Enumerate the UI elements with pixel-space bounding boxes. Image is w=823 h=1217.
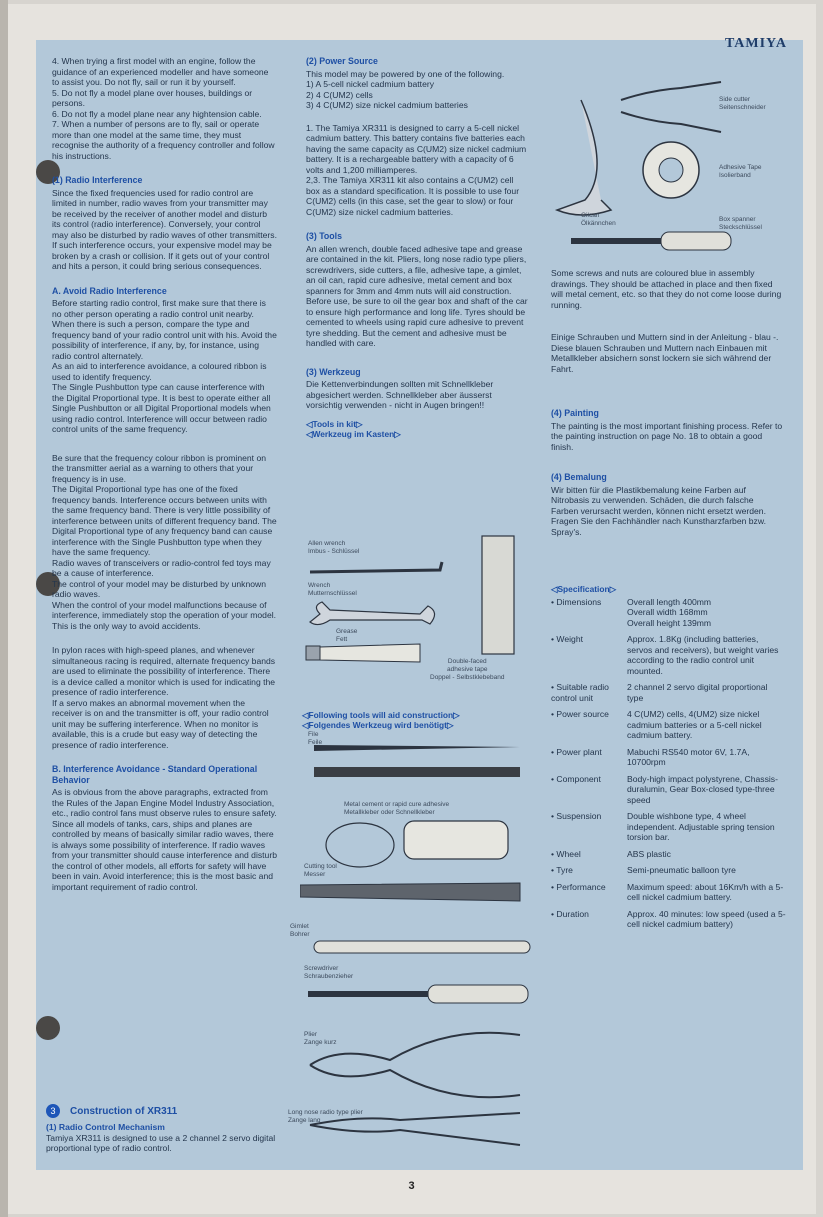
paragraph: The Digital Proportional type has one of the fixed frequency bands. Interference occurs between units with the same frequency band. There is very little possibility of interference between units of different frequency band. The Digital Proportional type of any frequency band can cause interference with the Single Pushbutton type when they have the same frequency.	[52, 484, 277, 557]
plier-icon	[310, 1033, 520, 1097]
flat-file-icon	[314, 767, 520, 777]
tool-label: Gimlet Bohrer	[290, 923, 310, 938]
tools-in-kit-label-de: Werkzeug im Kasten	[312, 429, 395, 439]
rule-item: 4. When trying a first model with an engine, follow the guidance of an experienced modeller and have someone to assist you. Do not fly, sail or run it by yourself.	[52, 56, 269, 87]
paragraph: When the control of your model malfunctions because of interference, immediately stop the operation of your model. This is the only way to avoid accidents.	[52, 599, 277, 631]
spec-value: 4 C(UM2) cells, 4(UM2) size nickel cadmium batteries or a 5-cell nickel cadmium battery.	[627, 709, 762, 740]
section-heading: (1) Radio Interference	[52, 175, 143, 185]
section-heading: (4) Bemalung	[551, 472, 607, 482]
list-item: 2) 4 C(UM2) cells	[306, 89, 373, 100]
spec-row	[551, 849, 786, 860]
tool-label: Box spanner Steckschlüssel	[719, 216, 762, 231]
spec-value: Maximum speed: about 16Km/h with a 5-cell nickel cadmium battery.	[627, 881, 784, 902]
tool-label: Side cutter Seitenschneider	[719, 96, 766, 111]
paragraph: The painting is the most important finishing process. Refer to the painting instruction on page No. 18 to obtain a good finish.	[551, 420, 783, 452]
paragraph: The Single Pushbutton type can cause interference with the Digital Proportional type. It is best to operate either all Single Pushbutton or all Digital Proportional models when using radio control. Interference will occur between radio control units of the same frequency.	[52, 382, 271, 434]
section-heading: (2) Power Source	[306, 56, 378, 66]
column-left	[52, 56, 277, 900]
column-middle	[306, 56, 528, 440]
spec-value: Body-high impact polystyrene, Chassis-duralumin, Gear Box-closed type-three speed	[627, 773, 778, 805]
tool-label: Plier Zange kurz	[304, 1031, 337, 1046]
tool-label: Screwdriver Schraubenzieher	[304, 965, 354, 980]
spec-label: • Wheel	[551, 849, 627, 860]
tools-in-kit-illustration	[300, 532, 535, 692]
cement-bottle-icon	[404, 821, 508, 859]
spec-value: Semi-pneumatic balloon tyre	[627, 865, 736, 875]
spec-row	[551, 634, 786, 676]
list-item: 1) A 5-cell nickel cadmium battery	[306, 79, 435, 89]
following-tools-label-de: Folgendes Werkzeug wird benötigt	[308, 720, 447, 730]
paragraph: As is obvious from the above paragraphs, extracted from the Rules of the Japan Engine Model Industry Association, etc., radio control fans must observe rules to ensure safety. Since all models of tanks, cars, ships and planes are controlled by means of basically similar radio waves, there is always some possibility of interference. If radio waves from your transmitter should cause interference and disturb the control of other models, all efforts for safety will have been in vain. Avoid interference; this is the most basic and important requirement of radio control.	[52, 787, 277, 892]
spec-value: Approx. 1.8Kg (including batteries, servos and receivers), but weight varies according to the radio control unit mounted.	[627, 634, 779, 676]
spec-row	[551, 597, 786, 629]
grease-tube-icon	[320, 644, 420, 662]
spec-row	[551, 747, 786, 768]
spec-value: ABS plastic	[627, 848, 671, 859]
adhesive-tape-block-icon	[482, 536, 514, 654]
following-tools-heading: ◁Following tools will aid construction▷	[302, 710, 460, 720]
oilcan-icon	[557, 100, 611, 215]
paragraph: An allen wrench, double faced adhesive tape and grease are contained in the kit. Pliers, long nose radio type pliers, screwdrivers, side cutters, a file, adhesive tape, a gimlet, an oil can, rapid cure adhesive, metal cement and box spanners for 3mm and 4mm nuts will aid construction. Before use, be sure to oil the gear box and shaft of the car to ensure high performance and long life. Tyres should be cemented to wheels using rapid cure adhesive to prevent tyre shedding. But the cement and adhesive must be handled with care.	[306, 243, 528, 348]
tool-label: Allen wrench Imbus - Schlüssel	[308, 540, 360, 555]
rule-item: 5. Do not fly a model plane over houses, buildings or persons.	[52, 87, 253, 108]
section-number-badge: 3	[46, 1104, 60, 1118]
page-number: 3	[408, 1180, 415, 1192]
section-heading: (3) Werkzeug	[306, 366, 361, 377]
spec-row	[551, 709, 786, 741]
spec-row	[551, 774, 786, 806]
paragraph: The control of your model may be disturbed by unknown radio waves.	[52, 578, 267, 599]
tools-top-right-illustration	[551, 70, 786, 265]
paragraph: This model may be powered by one of the following.	[306, 68, 505, 79]
specification-heading: ◁Specification▷	[551, 584, 617, 594]
gimlet-icon	[314, 941, 530, 953]
following-tools-heading-de: ◁Folgendes Werkzeug wird benötigt▷	[302, 720, 454, 730]
tools-in-kit-label: Tools in kit	[312, 418, 357, 429]
paragraph: Since the fixed frequencies used for radio control are limited in number, radio waves from your transmitter may be received by the receiver of another model and disturb its control (radio interference). Conversely, your control may also be disturbed by radio waves of other transmitters. If such interference occurs, your expensive model may be broken by a crash or collision. If it gets out of your control and hits a person, it could bring serious consequences.	[52, 187, 277, 271]
tool-label: Long nose radio type plier Zange lang	[288, 1109, 363, 1124]
spec-row	[551, 865, 786, 876]
rule-item: 6. Do not fly a model plane near any hightension cable.	[52, 108, 262, 119]
spec-label: • Component	[551, 774, 627, 806]
tool-label: Metal cement or rapid cure adhesive Metallkleber oder Schnellkleber	[344, 801, 450, 816]
spec-label: • Power source	[551, 709, 627, 741]
tool-label: Grease Fett	[336, 628, 358, 643]
paragraph: Tamiya XR311 is designed to use a 2 channel 2 servo digital proportional type of radio control.	[46, 1132, 276, 1153]
sub-heading: (1) Radio Control Mechanism	[46, 1122, 165, 1132]
tools-in-kit-heading-de: ◁Werkzeug im Kasten▷	[306, 429, 401, 439]
spec-label: • Tyre	[551, 865, 627, 876]
paragraph: 2,3. The Tamiya XR311 kit also contains a C(UM2) cell box as a standard specification. It is possible to use four C(UM2) cells (in this case, set the gear to slow) or four C(UM2) size nickel cadmium batteries.	[306, 175, 520, 217]
spec-value: Approx. 40 minutes: low speed (used a 5-cell nickel cadmium battery)	[627, 908, 786, 929]
cutting-tool-icon	[300, 883, 520, 901]
paragraph: Before starting radio control, first make sure that there is no other person operating a radio control unit nearby. When there is such a person, compare the type and frequency band of your radio control unit with his. Avoid the possibility of interference, if any, by, for instance, using radio control alternately.	[52, 298, 277, 361]
spec-value: Mabuchi RS540 motor 6V, 1.7A, 10700rpm	[627, 746, 750, 767]
spec-value: Overall length 400mm Overall width 168mm Overall height 139mm	[627, 596, 712, 628]
tool-label: Cutting tool Messer	[304, 863, 337, 878]
tool-label: Adhesive Tape Isolierband	[719, 164, 762, 179]
wrench-icon	[310, 602, 435, 625]
tool-label: File Feile	[308, 731, 323, 746]
construction-title: Construction of XR311	[70, 1106, 178, 1117]
tools-in-kit-heading: ◁Tools in kit▷	[306, 418, 363, 429]
box-spanner-shaft-icon	[571, 238, 661, 244]
spec-row	[551, 882, 786, 903]
paragraph: Die Kettenverbindungen sollten mit Schnellkleber abgesichert werden. Schnellkleber aber äusserst vorsichtig verwenden - nicht in Augen bringen!!	[306, 379, 494, 410]
spec-row	[551, 811, 786, 843]
brand-logo: TAMIYA	[724, 36, 787, 51]
spec-label: • Suspension	[551, 811, 627, 843]
section-heading: (3) Tools	[306, 231, 342, 241]
side-cutter-icon	[621, 82, 721, 132]
paragraph: In pylon races with high-speed planes, and whenever simultaneous racing is required, alternate frequency bands are used to eliminate the possibility of interference. There is a device called a monitor which is used for indicating the presence of radio interference.	[52, 645, 276, 697]
spec-row	[551, 682, 786, 703]
spec-row	[551, 909, 786, 930]
following-tools-label: Following tools will aid construction	[308, 710, 454, 720]
spec-label: • Dimensions	[551, 597, 627, 629]
tool-label: Wrench Mutternschlüssel	[308, 582, 357, 597]
screwdriver-shaft-icon	[308, 991, 428, 997]
paragraph: Einige Schrauben und Muttern sind in der Anleitung - blau -. Diese blauen Schrauben und Muttern nach Einbauen mit Metallkleber absichern sonst lockern sie sich während der Fahrt.	[551, 332, 779, 374]
spec-label: • Performance	[551, 882, 627, 903]
screwdriver-handle-icon	[428, 985, 528, 1003]
specification-table	[551, 584, 786, 936]
box-spanner-handle-icon	[661, 232, 731, 250]
file-icon	[314, 745, 520, 751]
paragraph: 1. The Tamiya XR311 is designed to carry a 5-cell nickel cadmium battery. This battery contains five batteries each having the same capacity as C(UM2) size nickel cadmium battery. It is a rechargeable battery with a capacity of 6 volts and 1,200 milliamperes.	[306, 122, 527, 175]
following-tools-illustration	[288, 731, 535, 1155]
allen-wrench-icon	[310, 562, 442, 572]
paragraph: If a servo makes an abnormal movement when the receiver is on and the transmitter is off, your radio control unit may be suffering interference. When no monitor is available, this is a crude but easy way of detecting the presence of radio interference.	[52, 697, 269, 750]
section-heading: (4) Painting	[551, 408, 599, 418]
specification-label: Specification	[557, 584, 610, 594]
paragraph: As an aid to interference avoidance, a coloured ribbon is used to identify frequency.	[52, 361, 267, 382]
binder-hole	[36, 1016, 60, 1040]
rule-item: 7. When a number of persons are to fly, sail or operate more than one model at the same time, they must recognise the authority of a frequency controller and follow his instructions.	[52, 119, 275, 161]
list-item: 3) 4 C(UM2) size nickel cadmium batteries	[306, 100, 468, 110]
binding-edge	[0, 0, 8, 1217]
spec-value: Double wishbone type, 4 wheel independent. Adjustable spring tension torsion bar.	[627, 811, 775, 842]
spec-label: • Weight	[551, 634, 627, 676]
section-heading: B. Interference Avoidance - Standard Operational Behavior	[52, 764, 258, 785]
column-right	[551, 268, 783, 545]
spec-value: 2 channel 2 servo digital proportional type	[627, 682, 768, 703]
tool-label: Double-faced adhesive tape Doppel - Selbstklebeband	[430, 658, 505, 681]
paragraph: Wir bitten für die Plastikbemalung keine Farben auf Nitrobasis zu verwenden. Schäden, die durch falsche Farben verursacht werden, können nicht ersetzt werden. Fragen Sie den Fachhändler nach Kunstharzfarben bzw. Spray's.	[551, 484, 766, 537]
following-tools-heading-block	[302, 710, 532, 730]
section-heading: A. Avoid Radio Interference	[52, 285, 167, 296]
paragraph: Radio waves of transceivers or radio-control fed toys may be a cause of interference.	[52, 557, 271, 578]
cement-cap-icon	[326, 823, 394, 867]
construction-section	[46, 1104, 276, 1154]
tool-label: Oilcan Ölkännchen	[581, 212, 616, 227]
following-tools-svg	[300, 735, 535, 1155]
spec-label: • Power plant	[551, 747, 627, 768]
paragraph: Be sure that the frequency colour ribbon is prominent on the transmitter aerial as a warning to others that your frequency is in use.	[52, 452, 267, 484]
spec-label: • Duration	[551, 909, 627, 930]
spec-label: • Suitable radio control unit	[551, 682, 627, 703]
paragraph: Some screws and nuts are coloured blue in assembly drawings. They should be attached in place and then fixed will metal cement, etc. so that they do not come loose during running.	[551, 268, 782, 310]
